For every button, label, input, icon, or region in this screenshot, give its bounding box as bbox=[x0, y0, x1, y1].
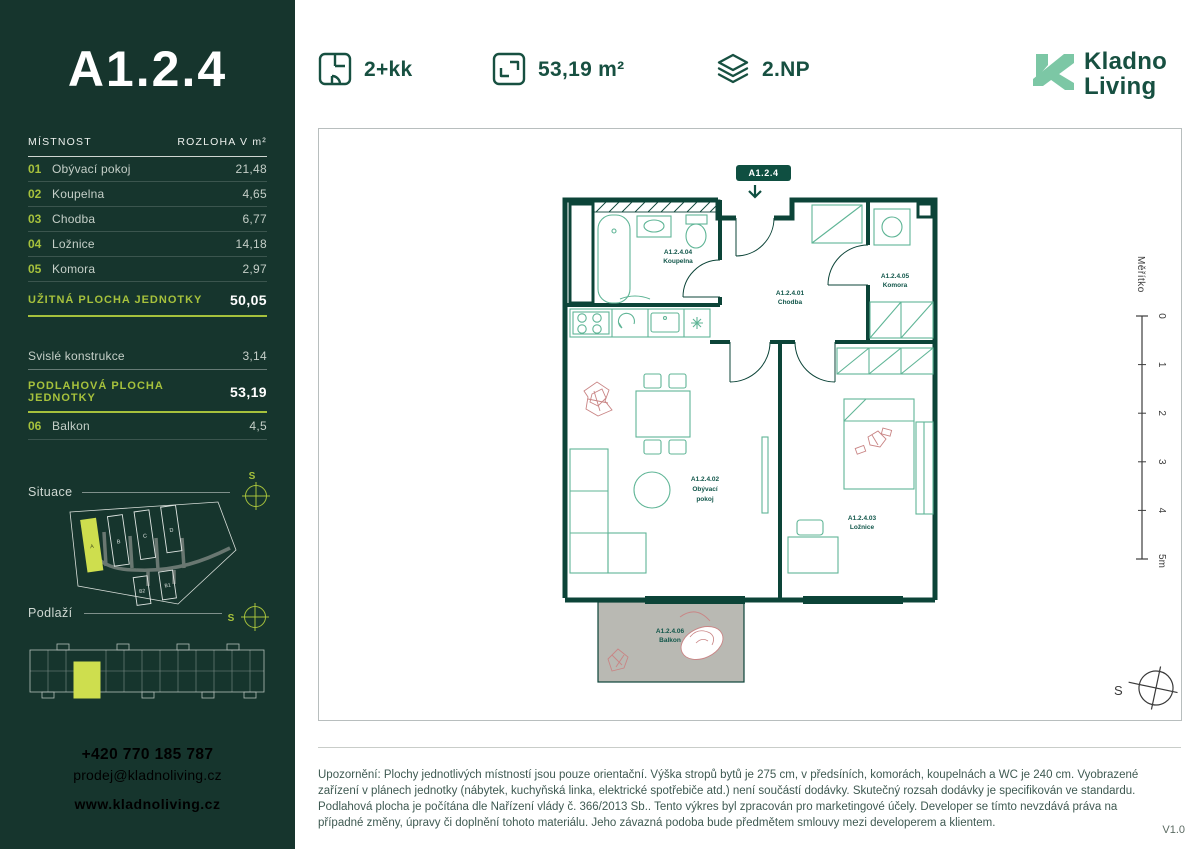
logo-line1: Kladno bbox=[1084, 48, 1168, 75]
dining-table bbox=[636, 391, 690, 437]
room-number: 01 bbox=[28, 162, 42, 176]
room-number: 06 bbox=[28, 419, 42, 433]
room-name: Koupelna bbox=[52, 187, 105, 201]
svg-text:5m: 5m bbox=[1156, 554, 1167, 568]
room-area: 14,18 bbox=[235, 237, 267, 251]
bathroom-sink bbox=[637, 216, 671, 237]
contact-website[interactable]: www.kladnoliving.cz bbox=[74, 796, 221, 812]
bedroom-furniture bbox=[788, 348, 933, 573]
usable-area-value: 50,05 bbox=[229, 292, 267, 308]
spec-layout bbox=[318, 52, 413, 86]
scale-ruler bbox=[1122, 248, 1170, 573]
spec-floor bbox=[716, 52, 810, 86]
balcony-row bbox=[28, 413, 267, 440]
svg-text:Obývací: Obývací bbox=[692, 486, 718, 493]
svg-text:A1.2.4.05: A1.2.4.05 bbox=[880, 273, 910, 280]
table-row bbox=[28, 207, 267, 232]
entrance-arrow-icon bbox=[749, 185, 761, 197]
svg-text:C: C bbox=[142, 533, 148, 540]
svg-text:Balkon: Balkon bbox=[659, 637, 681, 644]
version-label: V1.0 bbox=[1162, 824, 1185, 836]
room-name: Ložnice bbox=[52, 237, 95, 251]
floor-plan-drawing bbox=[550, 185, 950, 720]
desk bbox=[788, 537, 838, 573]
room-area: 2,97 bbox=[242, 262, 267, 276]
unit-title: A1.2.4 bbox=[67, 41, 228, 97]
usable-area-label: UŽITNÁ PLOCHA JEDNOTKY bbox=[28, 294, 203, 306]
room-area: 4,65 bbox=[242, 187, 267, 201]
svg-text:Měřítko: Měřítko bbox=[1135, 256, 1146, 293]
wall-niche bbox=[918, 204, 932, 217]
sidebar bbox=[0, 0, 295, 849]
compass-icon bbox=[1106, 664, 1182, 712]
svg-text:S: S bbox=[1114, 683, 1123, 698]
washing-machine bbox=[874, 209, 910, 245]
toilet bbox=[686, 224, 706, 248]
floor-area-row bbox=[28, 370, 267, 413]
area-value: 53,19 m² bbox=[538, 57, 625, 81]
footer-divider bbox=[318, 747, 1181, 748]
kitchen-counter bbox=[570, 309, 710, 337]
svg-text:A: A bbox=[89, 543, 95, 551]
svg-text:A1.2.4.01: A1.2.4.01 bbox=[775, 290, 805, 297]
room-number: 05 bbox=[28, 262, 42, 276]
site-map bbox=[58, 498, 258, 606]
usable-area-row bbox=[28, 282, 267, 317]
site-buildings bbox=[80, 505, 188, 606]
svg-text:Komora: Komora bbox=[882, 282, 908, 289]
room-table bbox=[28, 136, 267, 440]
svg-text:pokoj: pokoj bbox=[696, 496, 714, 503]
room-number: 04 bbox=[28, 237, 42, 251]
situace-divider bbox=[82, 492, 230, 493]
svg-text:A1.2.4.02: A1.2.4.02 bbox=[690, 476, 720, 483]
floor-value: 2.NP bbox=[762, 57, 810, 81]
table-row bbox=[28, 232, 267, 257]
balcony-door-window bbox=[645, 596, 745, 604]
svg-text:0: 0 bbox=[1156, 313, 1167, 319]
spec-area bbox=[492, 52, 624, 86]
bathtub bbox=[598, 215, 630, 303]
svg-text:3: 3 bbox=[1156, 459, 1167, 465]
room-area: 4,5 bbox=[249, 419, 267, 433]
room-name: Balkon bbox=[52, 419, 90, 433]
situace-label: Situace bbox=[28, 485, 73, 499]
disclaimer-text: Upozornění: Plochy jednotlivých místností jsou pouze orientační. Výška stropů bytů je 275 cm, v předsíních, komorách, koupelnách a WC je 240 cm. Vyobrazené zařízení v plánech jednotky (nábytek, kuchyňská linka, elektrické spotřebiče atd.) není součástí dodávky. Skutečný rozsah dodávky je specifikován ve standardu. Podlahová plocha je počítána dle Nařízení vlády č. 366/2013 Sb.. Tento výkres byl zpracován pro marketingové účely. Developer se tímto nevzdává práva na případné změny, úpravy či doplnění tohoto materiálu. Jeho závazná podoba bude předmětem smlouvy mezi developerem a klientem. bbox=[318, 768, 1139, 829]
toilet-tank bbox=[686, 215, 707, 224]
floor-strip-diagram bbox=[22, 630, 272, 710]
svg-text:Koupelna: Koupelna bbox=[663, 258, 693, 265]
svg-text:A1.2.4.04: A1.2.4.04 bbox=[663, 249, 693, 256]
room-name: Obývací pokoj bbox=[52, 162, 131, 176]
svg-text:A1.2.4.06: A1.2.4.06 bbox=[655, 628, 685, 635]
svg-text:S: S bbox=[248, 471, 256, 482]
room-number: 03 bbox=[28, 212, 42, 226]
area-icon bbox=[492, 52, 526, 86]
table-row bbox=[28, 182, 267, 207]
svg-text:1: 1 bbox=[1156, 361, 1167, 368]
structures-value: 3,14 bbox=[242, 349, 267, 363]
tv bbox=[762, 437, 768, 513]
svg-text:A1.2.4.03: A1.2.4.03 bbox=[847, 515, 877, 522]
bed-sketch bbox=[855, 428, 891, 454]
contact-phone[interactable]: +420 770 185 787 bbox=[81, 746, 214, 763]
logo-line2: Living bbox=[1084, 73, 1157, 100]
kitchen-sink bbox=[651, 313, 679, 332]
highlighted-unit bbox=[74, 662, 100, 698]
floorplan-icon bbox=[318, 52, 352, 86]
structures-label: Svislé konstrukce bbox=[28, 349, 125, 363]
svg-text:4: 4 bbox=[1156, 507, 1167, 514]
svg-text:D: D bbox=[169, 527, 174, 535]
svg-text:B2: B2 bbox=[138, 588, 146, 595]
svg-text:B1: B1 bbox=[164, 582, 172, 590]
appliance-marker bbox=[691, 317, 703, 329]
outer-walls bbox=[565, 200, 935, 600]
living-plant-sketch bbox=[584, 382, 612, 416]
compass-icon bbox=[226, 602, 272, 632]
svg-text:B: B bbox=[116, 539, 121, 546]
svg-text:Ložnice: Ložnice bbox=[849, 524, 875, 531]
table-row bbox=[28, 257, 267, 282]
unit-tag: A1.2.4 bbox=[736, 165, 791, 181]
interior-walls bbox=[565, 200, 935, 600]
sofa bbox=[570, 449, 608, 573]
installation-shaft bbox=[570, 204, 593, 303]
room-name: Chodba bbox=[52, 212, 96, 226]
floor-area-value: 53,19 bbox=[229, 384, 267, 400]
kladno-living-logo-text bbox=[1084, 49, 1167, 99]
bed bbox=[844, 399, 914, 489]
layout-value: 2+kk bbox=[364, 57, 413, 81]
contact-email[interactable]: prodej@kladnoliving.cz bbox=[73, 767, 222, 783]
round-rug bbox=[634, 472, 670, 508]
svg-text:S: S bbox=[227, 613, 235, 624]
room-area: 21,48 bbox=[235, 162, 267, 176]
podlazi-divider bbox=[84, 613, 222, 614]
podlazi-label: Podlaží bbox=[28, 606, 73, 620]
col-area-label: ROZLOHA V m² bbox=[177, 136, 267, 148]
layers-icon bbox=[716, 52, 750, 86]
col-room-label: MÍSTNOST bbox=[28, 136, 92, 148]
svg-text:2: 2 bbox=[1156, 410, 1167, 416]
svg-text:Chodba: Chodba bbox=[777, 299, 803, 306]
room-table-header bbox=[28, 136, 267, 157]
bedroom-window bbox=[803, 596, 903, 604]
room-name: Komora bbox=[52, 262, 96, 276]
kladno-living-logo-icon bbox=[1030, 50, 1076, 92]
dishwasher-symbol bbox=[618, 313, 634, 328]
floor-area-label: PODLAHOVÁ PLOCHA JEDNOTKY bbox=[28, 380, 164, 404]
table-row bbox=[28, 157, 267, 182]
room-number: 02 bbox=[28, 187, 42, 201]
desk-chair bbox=[797, 520, 823, 535]
hall-wardrobe bbox=[812, 205, 862, 243]
room-area: 6,77 bbox=[242, 212, 267, 226]
structures-row bbox=[28, 343, 267, 370]
